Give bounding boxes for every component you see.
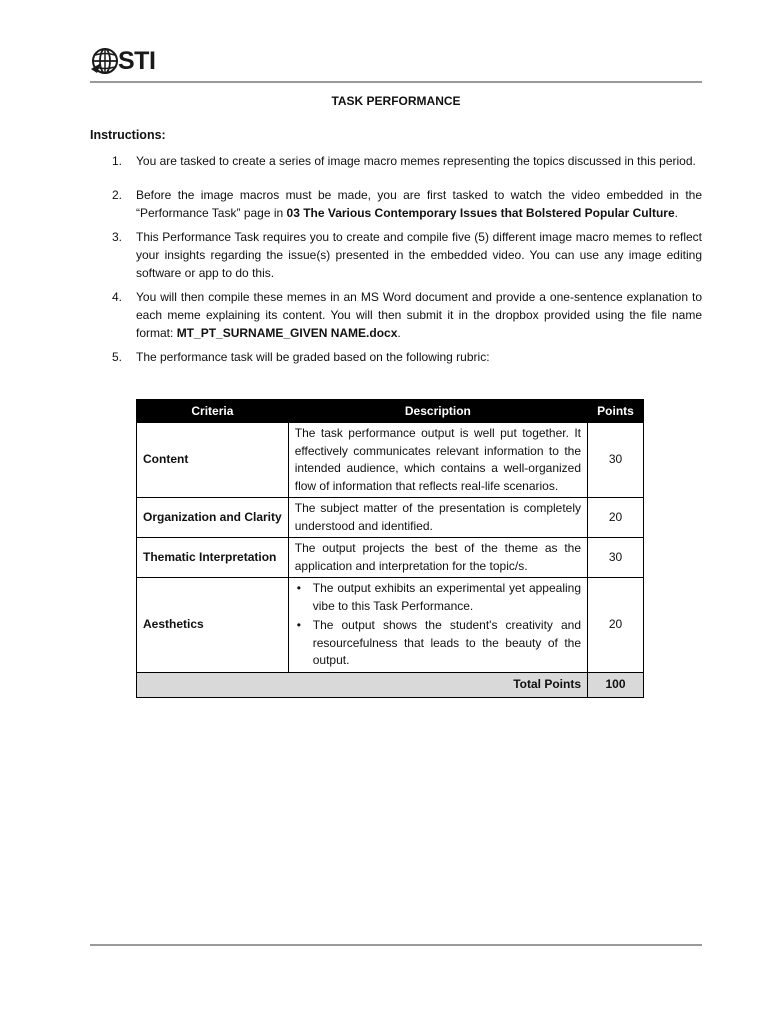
page-title: TASK PERFORMANCE (331, 94, 461, 108)
item-text: This Performance Task requires you to create and compile five (5) different image macro memes to reflect your insights regarding the issue(s) presented in the embedded video. You can use any image editing software or app to do this. (136, 230, 702, 280)
total-value: 100 (588, 672, 644, 697)
item-number: 2. (112, 188, 123, 202)
item-text-end: . (397, 326, 401, 340)
description-cell: The subject matter of the presentation is completely understood and identified. (288, 498, 587, 538)
table-row (137, 538, 644, 578)
item-text-end: . (674, 206, 678, 220)
bullet-item (295, 617, 581, 670)
table-row (137, 423, 644, 498)
list-item (90, 348, 702, 366)
item-text: Before the image macros must be made, you are first tasked to watch the video embedded in the “Performance Task” page in (136, 188, 702, 220)
bullet-icon: • (296, 581, 301, 595)
instructions-list (90, 152, 702, 366)
total-row (137, 672, 644, 697)
item-text: You are tasked to create a series of image macro memes representing the topics discussed in this period. (136, 154, 696, 168)
list-item (90, 228, 702, 282)
list-item (90, 152, 702, 170)
criteria-cell: Organization and Clarity (137, 498, 289, 538)
sti-logo (91, 47, 155, 75)
points-header: Points (588, 400, 644, 423)
points-cell: 20 (588, 498, 644, 538)
item-number: 5. (112, 350, 123, 364)
bullet-list (295, 580, 581, 670)
bullet-text: The output exhibits an experimental yet appealing vibe to this Task Performance. (312, 581, 582, 613)
instructions-heading: Instructions: (90, 128, 166, 142)
table-row (137, 498, 644, 538)
item-bold-text: 03 The Various Contemporary Issues that Bolstered Popular Culture (286, 206, 675, 220)
total-label: Total Points (137, 672, 588, 697)
criteria-header: Criteria (137, 400, 289, 423)
item-text: The performance task will be graded based on the following rubric: (136, 350, 490, 364)
criteria-cell: Content (137, 423, 289, 498)
points-cell: 20 (588, 578, 644, 673)
header-divider (90, 81, 702, 83)
bullet-item (295, 580, 581, 615)
description-header: Description (288, 400, 587, 423)
list-item (90, 288, 702, 342)
globe-icon (91, 47, 121, 75)
item-number: 3. (112, 230, 123, 244)
rubric-table (136, 399, 644, 698)
item-number: 4. (112, 290, 123, 304)
description-cell (288, 578, 587, 673)
bullet-icon: • (296, 618, 301, 632)
footer-divider (90, 944, 702, 946)
description-cell: The task performance output is well put together. It effectively communicates relevant information to the intended audience, which contains a well-organized flow of information that reflects real-life scenarios. (288, 423, 587, 498)
points-cell: 30 (588, 538, 644, 578)
table-header-row (137, 400, 644, 423)
table-row (137, 578, 644, 673)
item-bold-text: MT_PT_SURNAME_GIVEN NAME.docx (176, 326, 398, 340)
criteria-cell: Aesthetics (137, 578, 289, 673)
criteria-cell: Thematic Interpretation (137, 538, 289, 578)
points-cell: 30 (588, 423, 644, 498)
description-cell: The output projects the best of the theme as the application and interpretation for the topic/s. (288, 538, 587, 578)
logo-text: STI (118, 46, 156, 75)
item-number: 1. (112, 154, 123, 168)
bullet-text: The output shows the student's creativity and resourcefulness that leads to the beauty of the output. (312, 618, 582, 667)
item-text: You will then compile these memes in an MS Word document and provide a one-sentence explanation to each meme explaining its content. You will then submit it in the dropbox provided using the file name format: (136, 290, 702, 340)
list-item (90, 186, 702, 222)
